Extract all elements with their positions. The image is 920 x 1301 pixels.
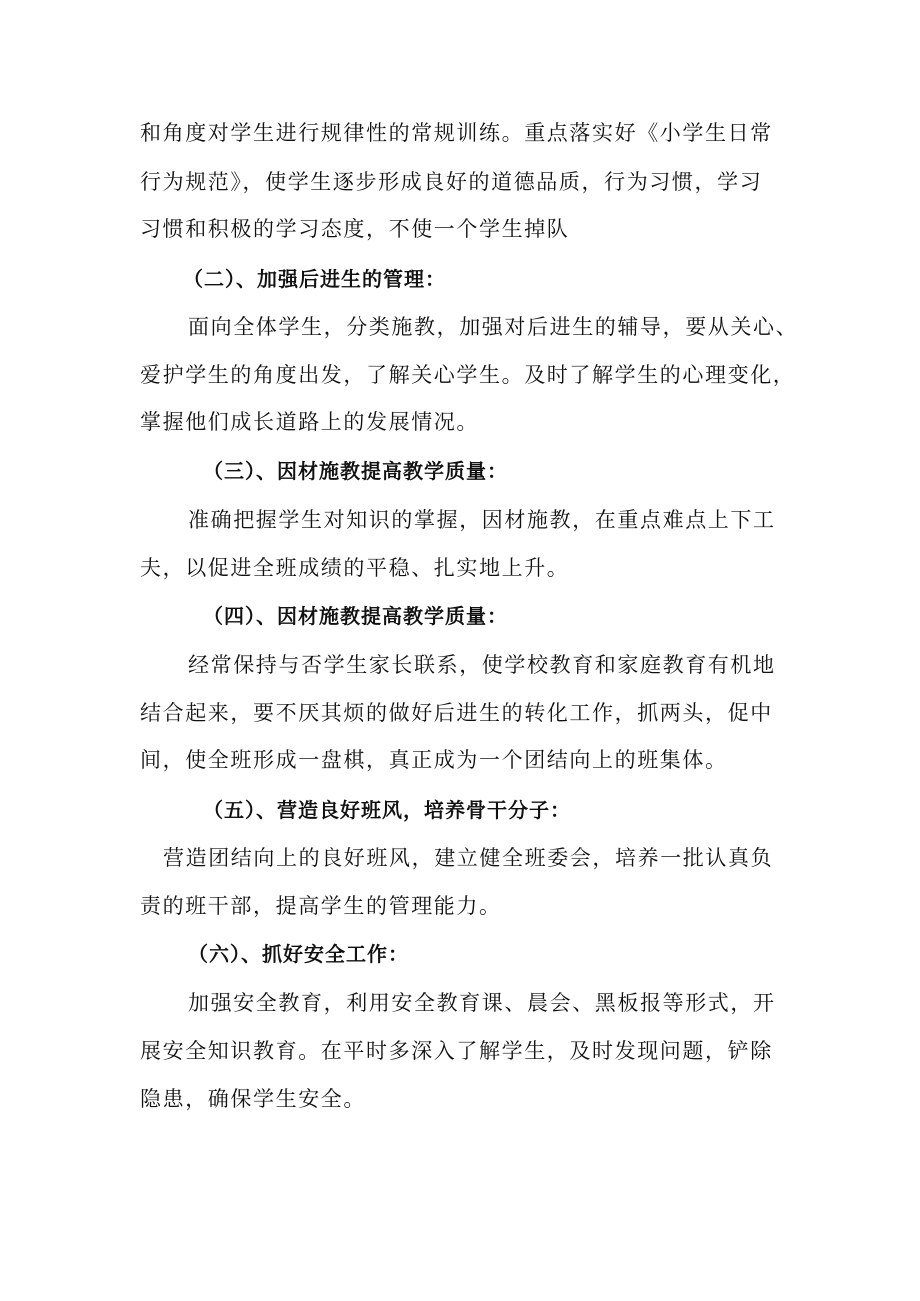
paragraph-line: 准确把握学生对知识的掌握，因材施教，在重点难点上下工	[188, 508, 776, 532]
paragraph-line: 爱护学生的角度出发，了解关心学生。及时了解学生的心理变化，	[140, 363, 796, 387]
section-heading: （五）、营造良好班风，培养骨干分子：	[203, 798, 571, 822]
paragraph-line: 夫，以促进全班成绩的平稳、扎实地上升。	[140, 556, 570, 580]
paragraph-line: 行为规范》，使学生逐步形成良好的道德品质，行为习惯，学习	[140, 170, 763, 194]
paragraph-line: 展安全知识教育。在平时多深入了解学生，及时发现问题，铲除	[140, 1039, 773, 1063]
paragraph-line: 营造团结向上的良好班风，建立健全班委会，培养一批认真负	[163, 846, 774, 870]
paragraph-line: 隐患，确保学生安全。	[140, 1087, 366, 1111]
paragraph-line: 经常保持与否学生家长联系，使学校教育和家庭教育有机地	[188, 653, 776, 677]
paragraph-line: 间，使全班形成一盘棋，真正成为一个团结向上的班集体。	[140, 748, 728, 772]
section-heading: （三）、因材施教提高教学质量：	[203, 459, 508, 483]
paragraph-line: 结合起来，要不厌其烦的做好后进生的转化工作，抓两头，促中	[140, 701, 773, 725]
paragraph-line: 掌握他们成长道路上的发展情况。	[140, 410, 479, 434]
section-heading: （四）、因材施教提高教学质量：	[203, 604, 508, 628]
section-heading: （二）、加强后进生的管理：	[183, 267, 446, 291]
paragraph-line: 面向全体学生，分类施教，加强对后进生的辅导，要从关心、	[188, 315, 799, 339]
paragraph-line: 和角度对学生进行规律性的常规训练。重点落实好《小学生日常	[140, 121, 773, 145]
paragraph-line: 加强安全教育，利用安全教育课、晨会、黑板报等形式，开	[188, 991, 776, 1015]
paragraph-line: 责的班干部，提高学生的管理能力。	[140, 894, 502, 918]
section-heading: （六）、抓好安全工作：	[188, 942, 409, 966]
paragraph-line: 习惯和积极的学习态度，不使一个学生掉队	[140, 217, 570, 241]
